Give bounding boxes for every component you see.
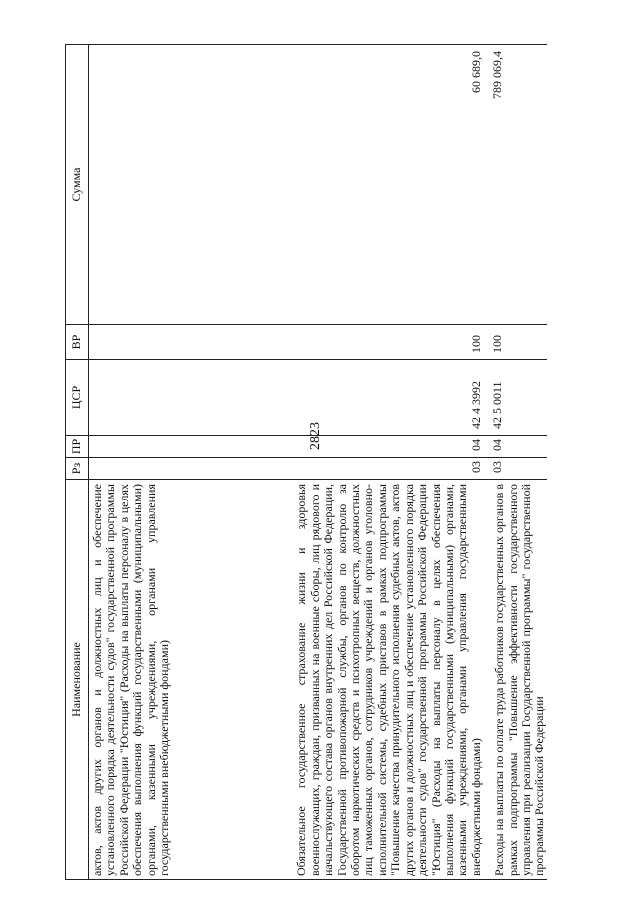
header-name: Наименование [66,480,89,880]
row-rz: 03 [491,458,547,480]
budget-table [65,44,547,880]
row-rz: 03 [293,458,483,480]
row-sum: 60 689,0 [293,45,483,325]
header-rz: Рз [66,458,89,480]
row-sum: 789 069,4 [491,45,547,325]
table-header-row [66,45,89,880]
row-csr: 42 5 0011 [491,360,547,436]
table-row [491,45,547,880]
row-name: актов, актов других органов и должностных лиц и обеспечение установленного порядка деятельности судов" государственной программы Российской Федерации "Юстиция" (Расходы на выплаты персоналу в целях обеспечения выполнения функций государственными (муниципальными) органами, казенными учреждениями, органами управления государственными внебюджетными фондами) [90,484,172,876]
row-name: Расходы на выплаты по оплате труда работников государственных органов в рамках подпрограммы "Повышение эффективности государственного управления при реализации Государственной программы" государственной программы Российской Федерации [492,484,547,876]
row-vr: 100 [293,325,483,360]
row-pr: 04 [293,436,483,458]
row-name: Обязательное государственное страхование жизни и здоровья военнослужащих, граждан, призванных на военные сборы, лиц рядового и начальствующего состава органов внутренних дел Российской Федерации, Государственной противопожарной службы, органов по контролю за оборотом наркотических средств и психотропных веществ, должностных лиц таможенных органов, сотрудников учреждений и органов уголовно-исполнительной системы, судебных приставов в рамках подпрограммы "Повышение качества принудительного исполнения судебных актов, актов других органов и должностных лиц и обеспечение установленного порядка деятельности судов" государственной программы Российской Федерации "Юстиция" (Расходы на выплаты персоналу в целях обеспечения выполнения функций государственными (муниципальными) органами, казенными учреждениями, органами управления государственными внебюджетными фондами) [294,484,483,876]
header-sum: Сумма [66,45,89,325]
table-row [293,45,483,880]
row-vr: 100 [491,325,547,360]
rotated-page-content [65,45,595,880]
header-csr: ЦСР [66,360,89,436]
table-row [89,45,294,880]
page-number: 2823 [308,422,323,450]
row-pr: 04 [491,436,547,458]
header-pr: ПР [66,436,89,458]
row-csr: 42 4 3992 [293,360,483,436]
header-vr: ВР [66,325,89,360]
